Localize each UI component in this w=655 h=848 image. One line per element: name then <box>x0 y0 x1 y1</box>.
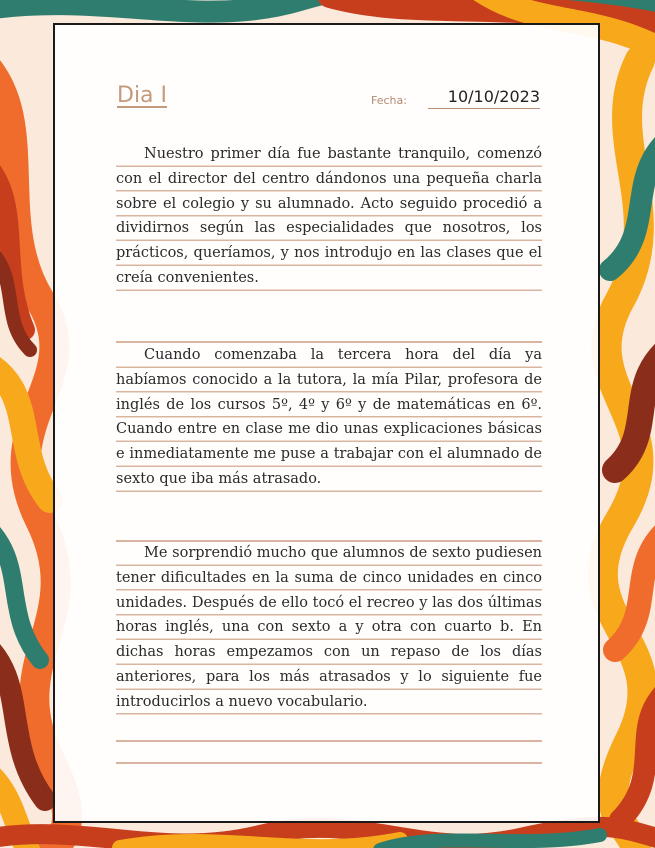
paragraph-2: Cuando comenzaba la tercera hora del día ya habíamos conocido a la tutora, la mía Pilar, profesora de inglés de los cursos 5º, 4º y 6º y de matemáticas en 6º. Cuando entre en clase me dio unas explicaciones básicas e inmediatamente me puse a trabajar con el alumnado de sexto que iba más atrasado. <box>116 343 542 492</box>
blank-line <box>116 540 542 542</box>
date-value: 10/10/2023 <box>428 87 540 109</box>
paragraph-3: Me sorprendió mucho que alumnos de sexto pudiesen tener dificultades en la suma de cinco unidades en cinco unidades. Después de ello tocó el recreo y las dos últimas horas inglés, una con sexto a y otra con cuarto b. En dichas horas empezamos con un repaso de los días anteriores, para los más atrasados y lo siguiente fue introducirlos a nuevo vocabulario. <box>116 541 542 715</box>
journal-page <box>53 23 600 823</box>
blank-line <box>116 740 542 742</box>
blank-line <box>116 762 542 764</box>
entry-title: Dia I <box>117 83 168 108</box>
blank-line <box>116 341 542 343</box>
paragraph-1: Nuestro primer día fue bastante tranquilo, comenzó con el director del centro dándonos una pequeña charla sobre el colegio y su alumnado. Acto seguido procedió a dividirnos según las especialidades que nosotros, los prácticos, queríamos, y nos introdujo en las clases que el creía convenientes. <box>116 142 542 291</box>
date-label: Fecha: <box>371 94 407 107</box>
